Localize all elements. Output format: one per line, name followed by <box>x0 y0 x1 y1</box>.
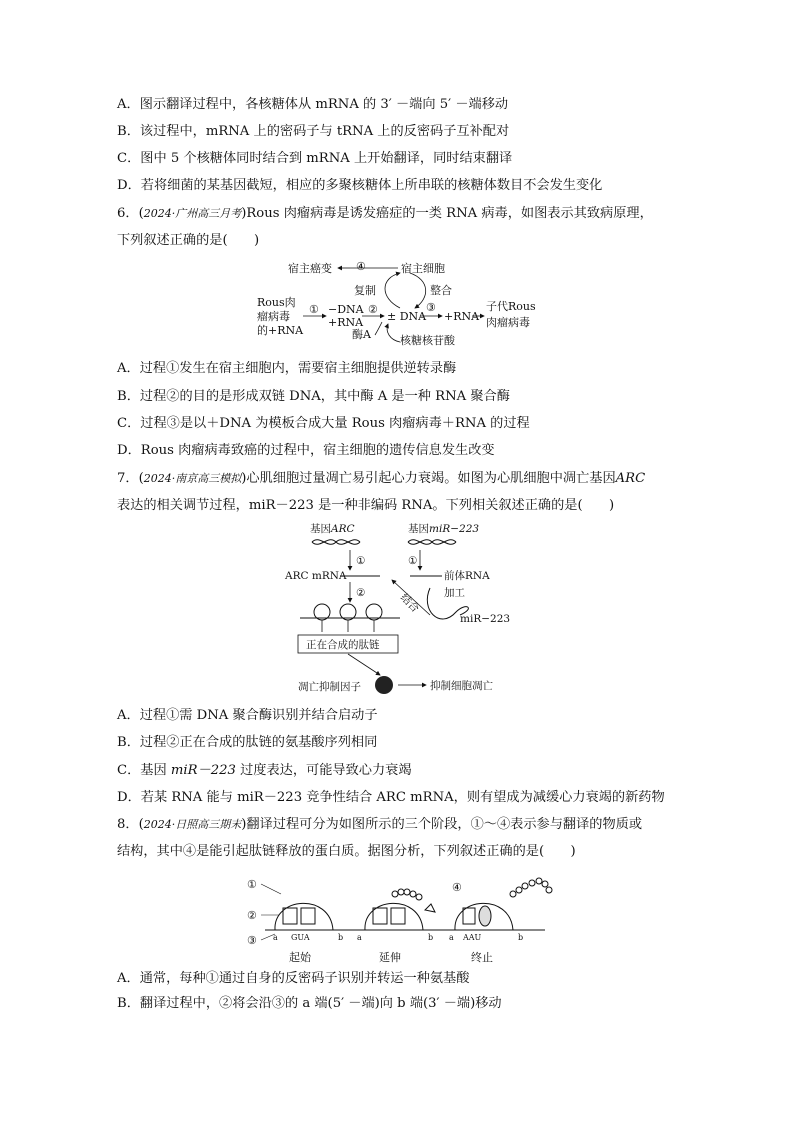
q6-number: 6．( <box>117 206 144 221</box>
q8-b2: b <box>428 933 434 942</box>
q6-option-a: A．过程①发生在宿主细胞内，需要宿主细胞提供逆转录酶 <box>117 361 457 376</box>
q6-host-cell: 宿主细胞 <box>401 262 445 275</box>
q6-nucleotides: 核糖核苷酸 <box>400 334 455 347</box>
q6-host-cancer: 宿主癌变 <box>288 262 332 275</box>
q7-option-a: A．过程①需 DNA 聚合酶识别并结合启动子 <box>117 708 378 723</box>
q8-a1: a <box>273 933 278 942</box>
q7-option-c: C．基因 miR－223 过度表达，可能导致心力衰竭 <box>117 763 412 778</box>
q6-stem-text: )Rous 肉瘤病毒是诱发癌症的一类 RNA 病毒，如图表示其致病原理， <box>241 206 653 221</box>
q7-stem-line2: 表达的相关调节过程，miR－223 是一种非编码 RNA。下列相关叙述正确的是( ) <box>117 498 615 513</box>
q7-source: 2024·南京高三模拟 <box>143 472 242 485</box>
q6-enzyme-a: 酶A <box>352 328 371 341</box>
q7-figure <box>280 520 520 702</box>
q8-number: 8．( <box>117 817 144 832</box>
q6-stem-line2: 下列叙述正确的是( ) <box>117 233 260 248</box>
q6-minus-dna: −DNA <box>328 303 364 316</box>
q7-option-b: B．过程②正在合成的肽链的氨基酸序列相同 <box>117 735 378 750</box>
q8-option-b: B．翻译过程中，②将会沿③的 a 端(5′ －端)向 b 端(3′ －端)移动 <box>117 996 502 1011</box>
q6-figure <box>250 258 550 350</box>
q6-circle-2: ② <box>368 303 378 316</box>
q8-figure <box>245 872 565 964</box>
q6-option-b: B．过程②的目的是形成双链 DNA，其中酶 A 是一种 RNA 聚合酶 <box>117 389 510 404</box>
q7-process: 加工 <box>444 587 465 599</box>
q6-offspring-line1: 子代Rous <box>486 300 536 313</box>
q7-inhibitor-protein <box>375 676 393 694</box>
q8-stem-line2: 结构，其中④是能引起肽链释放的蛋白质。据图分析，下列叙述正确的是( ) <box>117 844 576 859</box>
q7-number: 7．( <box>117 471 144 486</box>
q8-source: 2024·日照高三期末 <box>143 818 242 831</box>
q6-option-d: D．Rous 肉瘤病毒致癌的过程中，宿主细胞的遗传信息发生改变 <box>117 443 495 458</box>
q6-circle-1: ① <box>309 303 319 316</box>
q6-nucleotide-curve <box>387 324 400 342</box>
q7-circle-2: ② <box>356 587 366 599</box>
q6-pm-dna: ± DNA <box>387 310 427 323</box>
q6-source: 2024·广州高三月考 <box>143 207 242 220</box>
q8-b1: b <box>338 933 344 942</box>
q7-circle-1a: ① <box>356 555 366 567</box>
q7-inhibit-apoptosis: 抑制细胞凋亡 <box>430 680 493 692</box>
q5-option-c: C．图中 5 个核糖体同时结合到 mRNA 上开始翻译，同时结束翻译 <box>117 151 513 166</box>
q5-option-b: B．该过程中，mRNA 上的密码子与 tRNA 上的反密码子互补配对 <box>117 124 510 139</box>
q6-circle-4: ④ <box>356 260 366 273</box>
q8-stage-start: 起始 <box>289 951 311 964</box>
q8-a3: a <box>449 933 454 942</box>
q8-aau: AAU <box>463 933 482 942</box>
q7-stem-text: )心肌细胞过量凋亡易引起心力衰竭。如图为心肌细胞中凋亡基因 <box>241 471 616 486</box>
q6-option-c: C．过程③是以＋DNA 为模板合成大量 Rous 肉瘤病毒＋RNA 的过程 <box>117 416 530 431</box>
q7-mir223: miR−223 <box>460 613 511 625</box>
q7-arc-mrna: ARC mRNA <box>285 570 347 582</box>
q8-b3: b <box>518 933 524 942</box>
q6-integrate-loop <box>410 273 426 308</box>
q7-stem-line1 <box>117 470 645 488</box>
q6-plus-rna: +RNA <box>328 316 364 329</box>
q8-circle-4: ④ <box>452 881 462 894</box>
q7-bind: 结合 <box>397 591 422 615</box>
q6-circle-3: ③ <box>426 301 436 314</box>
q6-enzyme-curve <box>375 322 382 335</box>
q7-peptide: 正在合成的肽链 <box>306 639 380 651</box>
q8-ribosome-2 <box>365 903 423 930</box>
q7-gene-arc: ARC <box>615 471 646 486</box>
q8-ribosome-1 <box>275 903 333 930</box>
q7-gene-mir-label: 基因miR−223 <box>408 523 480 535</box>
q6-integrate: 整合 <box>430 284 452 297</box>
q5-option-a: A．图示翻译过程中，各核糖体从 mRNA 的 3′ －端向 5′ －端移动 <box>117 97 509 112</box>
q6-replicate: 复制 <box>354 284 376 297</box>
q8-gua: GUA <box>291 933 310 942</box>
q8-stem-line1 <box>117 816 642 834</box>
q6-virus-line1: Rous肉 <box>257 296 296 309</box>
q8-option-a: A．通常，每种①通过自身的反密码子识别并转运一种氨基酸 <box>117 971 470 986</box>
q8-stem-text: )翻译过程可分为如图所示的三个阶段，①～④表示参与翻译的物质或 <box>241 817 643 832</box>
q7-inhibitor: 凋亡抑制因子 <box>298 681 361 693</box>
q6-replicate-loop <box>385 273 400 308</box>
q7-gene-arc-label: 基因ARC <box>310 523 355 535</box>
q6-plus-rna-2: +RNA <box>444 310 480 323</box>
q7-precursor: 前体RNA <box>444 570 490 582</box>
q8-circle-3: ③ <box>247 934 257 947</box>
q7-circle-1b: ① <box>408 555 418 567</box>
q5-option-d: D．若将细菌的某基因截短，相应的多聚核糖体上所串联的核糖体数目不会发生变化 <box>117 178 603 193</box>
q8-stage-termination: 终止 <box>471 951 493 964</box>
q6-stem-line1 <box>117 205 653 223</box>
q8-a2: a <box>357 933 362 942</box>
q6-virus-line3: 的+RNA <box>257 324 304 337</box>
q7-option-d: D．若某 RNA 能与 miR－223 竞争性结合 ARC mRNA，则有望成为减缓心力衰竭的新药物 <box>117 790 665 805</box>
q8-release-factor <box>479 906 491 926</box>
q6-virus-line2: 瘤病毒 <box>257 310 290 323</box>
q6-offspring-line2: 肉瘤病毒 <box>486 316 530 329</box>
q8-circle-1: ① <box>247 878 257 891</box>
q8-stage-elongation: 延伸 <box>379 951 401 964</box>
q8-circle-2: ② <box>247 909 257 922</box>
